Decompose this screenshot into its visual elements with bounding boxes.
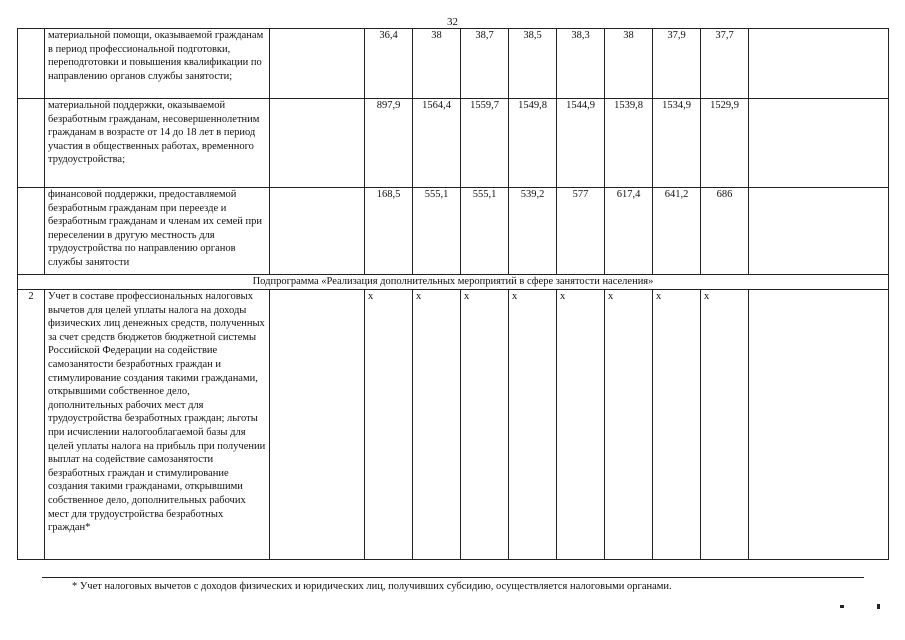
row-number (18, 188, 45, 275)
value-cell: 38 (413, 29, 461, 99)
value-cell: 577 (557, 188, 605, 275)
empty-cell (270, 99, 365, 188)
value-cell: 555,1 (461, 188, 509, 275)
value-cell: 1529,9 (701, 99, 749, 188)
subprogram-row (18, 275, 889, 290)
empty-cell (270, 29, 365, 99)
value-cell: 1539,8 (605, 99, 653, 188)
value-cell: 38 (605, 29, 653, 99)
empty-cell (749, 290, 889, 560)
x-mark-cell: x (653, 290, 701, 560)
value-cell: 555,1 (413, 188, 461, 275)
table-row (18, 29, 889, 99)
page-number: 32 (447, 16, 458, 28)
footnote: * Учет налоговых вычетов с доходов физических и юридических лиц, получивших субсидию, осуществляется налоговыми органами. (72, 581, 672, 592)
value-cell: 1559,7 (461, 99, 509, 188)
row-description: материальной поддержки, оказываемой безработным гражданам, несовершеннолетним гражданам в возрасте от 14 до 18 лет в период участия в общественных работах, временного трудоустройства; (45, 99, 270, 188)
empty-cell (749, 99, 889, 188)
value-cell: 1534,9 (653, 99, 701, 188)
value-cell: 897,9 (365, 99, 413, 188)
empty-cell (749, 188, 889, 275)
x-mark-cell: x (701, 290, 749, 560)
value-cell: 1564,4 (413, 99, 461, 188)
row-number: 2 (18, 290, 45, 560)
value-cell: 686 (701, 188, 749, 275)
value-cell: 168,5 (365, 188, 413, 275)
empty-cell (749, 29, 889, 99)
value-cell: 38,5 (509, 29, 557, 99)
table-row (18, 188, 889, 275)
x-mark-cell: x (413, 290, 461, 560)
subprogram-title: Подпрограмма «Реализация дополнительных мероприятий в сфере занятости населения» (18, 275, 889, 290)
x-mark-cell: x (509, 290, 557, 560)
x-mark-cell: x (557, 290, 605, 560)
row-description: материальной помощи, оказываемой гражданам в период профессиональной подготовки, переподготовки и повышения квалификации по направлению органов службы занятости; (45, 29, 270, 99)
value-cell: 1544,9 (557, 99, 605, 188)
value-cell: 641,2 (653, 188, 701, 275)
scan-mark (877, 604, 880, 609)
value-cell: 38,3 (557, 29, 605, 99)
empty-cell (270, 188, 365, 275)
row-number (18, 29, 45, 99)
x-mark-cell: x (365, 290, 413, 560)
value-cell: 37,9 (653, 29, 701, 99)
table-row (18, 99, 889, 188)
scan-mark (840, 605, 844, 608)
empty-cell (270, 290, 365, 560)
budget-table (17, 28, 889, 560)
value-cell: 1549,8 (509, 99, 557, 188)
value-cell: 617,4 (605, 188, 653, 275)
value-cell: 36,4 (365, 29, 413, 99)
value-cell: 37,7 (701, 29, 749, 99)
value-cell: 38,7 (461, 29, 509, 99)
value-cell: 539,2 (509, 188, 557, 275)
x-mark-cell: x (461, 290, 509, 560)
footnote-divider (42, 577, 864, 578)
x-mark-cell: x (605, 290, 653, 560)
row-description: Учет в составе профессиональных налоговых вычетов для целей уплаты налога на доходы физических лиц денежных средств, полученных за счет средств бюджетов бюджетной системы Российской Федерации на содействие самозанятости безработных граждан и стимулирование создания такими гражданами, открывшими собственное дело, дополнительных рабочих мест для трудоустройства безработных граждан; льготы при исчислении налогооблагаемой базы для целей уплаты налога на прибыль при получении выплат на содействие самозанятости безработных граждан и стимулирование создания такими гражданами, открывшими собственное дело, дополнительных рабочих мест для трудоустройства безработных граждан* (45, 290, 270, 560)
table-row (18, 290, 889, 560)
row-number (18, 99, 45, 188)
row-description: финансовой поддержки, предоставляемой безработным гражданам при переезде и безработным гражданам и членам их семей при переселении в другую местность для трудоустройства по направлению органов службы занятости (45, 188, 270, 275)
